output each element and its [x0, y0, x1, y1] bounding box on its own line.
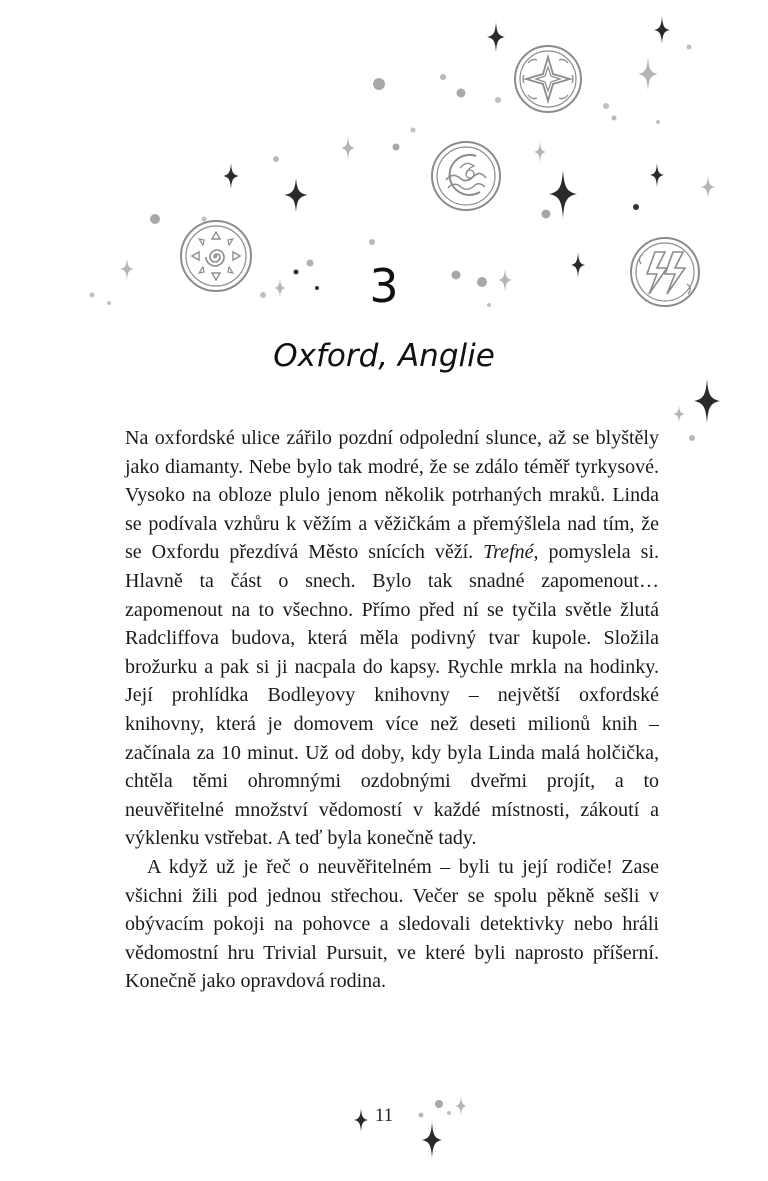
chapter-number: 3	[369, 259, 399, 313]
body-text	[125, 424, 659, 996]
wave-moon-emblem-icon	[432, 142, 500, 210]
sparkle-star-icon	[223, 163, 239, 189]
paragraph-1-italic: Trefné	[483, 541, 534, 564]
dot-icon	[542, 210, 551, 219]
dot-icon	[457, 89, 466, 98]
dot-icon	[687, 45, 692, 50]
sparkle-star-icon	[487, 22, 505, 52]
paragraph-2: A když už je řeč o neuvěřitelném – byli tu její rodiče! Zase všichni žili pod jednou střechou. Večer se spolu pěkně sešli v obývacím pokoji na pohovce a sledovali detektivky nebo hráli vědomostní hru Trivial Pursuit, ve které byli naprosto příšerní. Konečně jako opravdová rodina.	[125, 855, 659, 993]
dot-icon	[633, 204, 639, 210]
sparkle-star-icon	[549, 170, 577, 218]
paragraph-1-text-b: , pomyslela si. Hlavně ta část o snech. Bylo tak snadné zapomenout… zapomenout na to všechno. Přímo před ní se tyčila světle žlutá Radcliffova budova, která měla podivný tvar kupole. Složila brožurku a pak si ji nacpala do kapsy. Rychle mrkla na hodinky. Její prohlídka Bodleyovy knihovny – největší oxfordské knihovny, která je domovem více než deseti milionů knih – začínala za 10 minut. Už od doby, kdy byla Linda malá holčička, chtěla těmi ohromnými ozdobnými dveřmi projít, a to neuvěřitelné množství vědomostí v každé místnosti, zákoutí a výklenku vstřebat. A teď byla konečně tady.	[125, 541, 660, 850]
dot-icon	[273, 156, 279, 162]
dot-icon	[440, 74, 446, 80]
paragraph-1	[125, 424, 659, 853]
sparkle-star-icon	[694, 379, 720, 423]
dot-icon	[612, 116, 617, 121]
page-number: 11	[374, 1105, 394, 1126]
dot-icon	[495, 97, 501, 103]
dot-icon	[373, 78, 385, 90]
sparkle-star-icon	[534, 141, 546, 163]
sparkle-star-icon	[284, 178, 308, 212]
dot-icon	[656, 120, 660, 124]
dot-icon	[202, 217, 207, 222]
sparkle-star-icon	[638, 57, 658, 91]
paragraph-1-text-a: Na oxfordské ulice zářilo pozdní odpolední slunce, až se blyštěly jako diamanty. Nebe bylo tak modré, že se zdálo téměř tyrkysové. Vysoko na obloze plulo jenom několik potrhaných mraků. Linda se podívala vzhůru k věžím a věžičkám a přemýšlela nad tím, že se Oxfordu přezdívá Město snících věží.	[125, 427, 659, 564]
sparkle-star-icon	[650, 163, 664, 187]
sparkle-star-icon	[701, 175, 715, 199]
dot-icon	[603, 103, 609, 109]
sparkle-star-icon	[341, 136, 355, 160]
dot-icon	[689, 435, 695, 441]
dot-icon	[411, 128, 416, 133]
chapter-title: Oxford, Anglie	[273, 338, 495, 374]
dot-icon	[369, 239, 375, 245]
dot-icon	[150, 214, 160, 224]
dot-icon	[393, 144, 400, 151]
compass-star-emblem-icon	[515, 46, 581, 112]
sparkle-star-icon	[673, 405, 685, 423]
sparkle-star-icon	[654, 16, 670, 44]
